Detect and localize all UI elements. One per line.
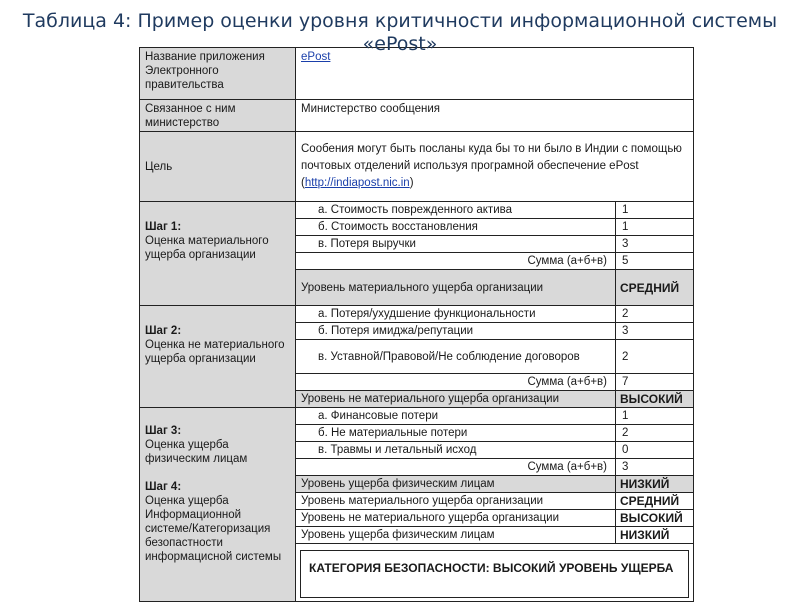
step1-label (140, 202, 296, 306)
step1-item-text: в. Потеря выручки (296, 236, 616, 253)
app-name-label: Название приложения Электронного правительства (140, 48, 296, 100)
step3-level-label: Уровень ущерба физическим лицам (296, 476, 616, 493)
app-name-link[interactable]: ePost (301, 51, 331, 63)
step4-row-label: Уровень ущерба физическим лицам (296, 527, 616, 544)
step2-item-value: 3 (616, 323, 694, 340)
step3-level-value: НИЗКИЙ (616, 476, 694, 493)
step3-step4-label (140, 408, 296, 602)
step1-label-bold: Шаг 1: (145, 221, 182, 233)
step4-row-label: Уровень не материального ущерба организации (296, 510, 616, 527)
step1-sum-label: Сумма (а+б+в) (296, 253, 616, 270)
step3-sum-value: 3 (616, 459, 694, 476)
purpose-value (296, 132, 694, 202)
step2-level-value: ВЫСОКИЙ (616, 391, 694, 408)
purpose-link[interactable]: http://indiapost.nic.in (304, 177, 410, 189)
step1-label-text: Оценка материального ущерба организации (145, 235, 269, 261)
step2-sum-value: 7 (616, 374, 694, 391)
step1-level-value: СРЕДНИЙ (616, 270, 694, 306)
step2-item-text: а. Потеря/ухудшение функциональности (296, 306, 616, 323)
step2-label (140, 306, 296, 408)
step2-level-label: Уровень не материального ущерба организации (296, 391, 616, 408)
step2-row-a (140, 306, 694, 323)
step4-row-value: СРЕДНИЙ (616, 493, 694, 510)
step3-item-value: 1 (616, 408, 694, 425)
final-category-cell (296, 544, 694, 602)
step3-item-text: а. Финансовые потери (296, 408, 616, 425)
step2-item-value: 2 (616, 306, 694, 323)
row-ministry (140, 100, 694, 132)
step4-row-label: Уровень материального ущерба организации (296, 493, 616, 510)
step3-item-value: 0 (616, 442, 694, 459)
step4-row-value: НИЗКИЙ (616, 527, 694, 544)
step2-item-value: 2 (616, 340, 694, 374)
step2-sum-label: Сумма (а+б+в) (296, 374, 616, 391)
step1-row-a (140, 202, 694, 219)
step1-sum-value: 5 (616, 253, 694, 270)
ministry-value: Министерство сообщения (296, 100, 694, 132)
step1-level-label: Уровень материального ущерба организации (296, 270, 616, 306)
step3-sum-label: Сумма (а+б+в) (296, 459, 616, 476)
ministry-label: Связанное с ним министерство (140, 100, 296, 132)
step2-label-text: Оценка не материального ущерба организации (145, 339, 285, 365)
step1-item-value: 1 (616, 202, 694, 219)
step4-label-text: Оценка ущерба Информационной системе/Категоризация безопастности информацисной системы (145, 495, 282, 563)
final-category: КАТЕГОРИЯ БЕЗОПАСНОСТИ: ВЫСОКИЙ УРОВЕНЬ УЩЕРБА (300, 550, 689, 598)
criticality-table (139, 47, 694, 602)
slide-title: Таблица 4: Пример оценки уровня критичности информационной системы «ePost» (22, 10, 778, 55)
step4-row-value: ВЫСОКИЙ (616, 510, 694, 527)
step3-label-bold: Шаг 3: (145, 425, 182, 437)
row-purpose (140, 132, 694, 202)
step4-label-bold: Шаг 4: (145, 481, 182, 493)
step1-item-value: 3 (616, 236, 694, 253)
step3-item-text: в. Травмы и летальный исход (296, 442, 616, 459)
step2-label-bold: Шаг 2: (145, 325, 182, 337)
step1-item-value: 1 (616, 219, 694, 236)
step3-label-text: Оценка ущерба физическим лицам (145, 439, 248, 465)
step3-item-text: б. Не материальные потери (296, 425, 616, 442)
purpose-label: Цель (140, 132, 296, 202)
purpose-close: ) (409, 177, 414, 189)
step3-item-value: 2 (616, 425, 694, 442)
purpose-text: Сообения могут быть посланы куда бы то ни было в Индии с помощью почтовых отделений используя програмной обеспечение ePost ( (301, 143, 682, 189)
step1-item-text: б. Стоимость восстановления (296, 219, 616, 236)
step1-item-text: а. Стоимость поврежденного актива (296, 202, 616, 219)
step2-item-text: б. Потеря имиджа/репутации (296, 323, 616, 340)
step3-row-a (140, 408, 694, 425)
step2-item-text: в. Уставной/Правовой/Не соблюдение договоров (296, 340, 616, 374)
